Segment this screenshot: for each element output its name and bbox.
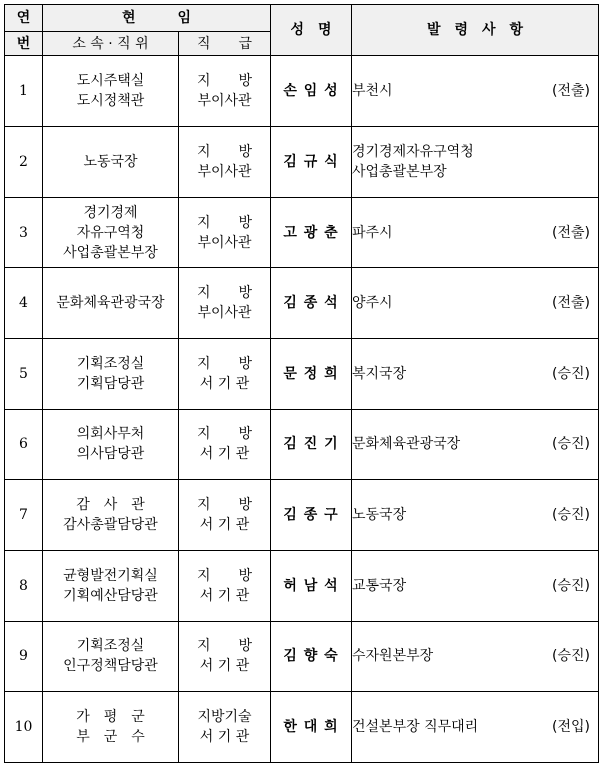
table-row	[5, 550, 599, 621]
dept-position-cell	[43, 197, 179, 268]
appointment-cell	[352, 409, 599, 480]
appointment-note: (전출)	[552, 224, 590, 241]
appointment-cell	[352, 268, 599, 339]
appointment-cell	[352, 550, 599, 621]
appointment-line: 사업총괄본부장	[352, 163, 447, 180]
appointment-cell	[352, 197, 599, 268]
appointment-line: 파주시	[352, 224, 393, 241]
table-row	[5, 480, 599, 551]
dept-position-cell	[43, 621, 179, 692]
appointment-note: (승진)	[552, 436, 590, 453]
person-name: 김 진 기	[271, 409, 352, 480]
appointment-note: (승진)	[552, 577, 590, 594]
dept-position-cell	[43, 56, 179, 127]
dept-position-cell	[43, 268, 179, 339]
appointment-line: 문화체육관광국장	[352, 436, 461, 453]
rank-line: 지 방	[196, 214, 253, 231]
appointment-line: 복지국장	[352, 365, 407, 382]
rank-line: 서 기 관	[199, 729, 250, 746]
row-number: 3	[5, 197, 43, 268]
row-number: 8	[5, 550, 43, 621]
rank-line: 서 기 관	[199, 658, 250, 675]
rank-cell	[179, 550, 271, 621]
dept-line: 부 군 수	[76, 729, 145, 746]
dept-position-cell	[43, 127, 179, 198]
row-number: 9	[5, 621, 43, 692]
rank-line: 지방기술	[197, 709, 252, 726]
table-row	[5, 197, 599, 268]
rank-line: 지 방	[196, 638, 253, 655]
rank-line: 서 기 관	[199, 517, 250, 534]
header-appointment: 발 령 사 항	[352, 5, 599, 56]
table-row	[5, 127, 599, 198]
person-name: 허 남 석	[271, 550, 352, 621]
rank-line: 부이사관	[197, 93, 252, 110]
rank-cell	[179, 268, 271, 339]
appointment-line: 경기경제자유구역청	[352, 143, 474, 160]
rank-cell	[179, 127, 271, 198]
rank-cell	[179, 621, 271, 692]
rank-line: 서 기 관	[199, 375, 250, 392]
dept-line: 자유구역청	[76, 224, 145, 241]
dept-line: 감사총괄담당관	[63, 517, 158, 534]
appointment-line: 노동국장	[352, 507, 407, 524]
personnel-table	[4, 4, 599, 763]
appointment-cell	[352, 692, 599, 763]
person-name: 김 규 식	[271, 127, 352, 198]
header-row-top	[5, 5, 599, 32]
dept-line: 문화체육관광국장	[56, 295, 165, 312]
header-name: 성 명	[271, 5, 352, 56]
rank-line: 지 방	[196, 355, 253, 372]
appointment-note: (승진)	[552, 648, 590, 665]
dept-line: 기획예산담당관	[63, 587, 158, 604]
dept-line: 균형발전기획실	[63, 567, 158, 584]
appointment-cell	[352, 127, 599, 198]
appointment-note: (전출)	[552, 295, 590, 312]
person-name: 김 종 석	[271, 268, 352, 339]
appointment-cell	[352, 339, 599, 410]
person-name: 한 대 희	[271, 692, 352, 763]
table-row	[5, 409, 599, 480]
dept-line: 의회사무처	[76, 426, 145, 443]
rank-line: 지 방	[196, 426, 253, 443]
table-row	[5, 339, 599, 410]
row-number: 2	[5, 127, 43, 198]
dept-position-cell	[43, 409, 179, 480]
person-name: 김 향 숙	[271, 621, 352, 692]
appointment-line: 건설본부장 직무대리	[352, 719, 479, 736]
person-name: 김 종 구	[271, 480, 352, 551]
appointment-note: (전입)	[552, 719, 590, 736]
rank-line: 지 방	[196, 73, 253, 90]
table-row	[5, 621, 599, 692]
dept-line: 도시주택실	[76, 73, 145, 90]
appointment-note: (승진)	[552, 507, 590, 524]
header-no-bottom: 번	[5, 32, 43, 56]
dept-position-cell	[43, 480, 179, 551]
dept-position-cell	[43, 339, 179, 410]
appointment-cell	[352, 56, 599, 127]
dept-line: 기획조정실	[76, 638, 145, 655]
rank-cell	[179, 480, 271, 551]
dept-line: 가 평 군	[76, 709, 145, 726]
rank-line: 서 기 관	[199, 446, 250, 463]
row-number: 4	[5, 268, 43, 339]
dept-line: 인구정책담당관	[63, 658, 158, 675]
rank-cell	[179, 339, 271, 410]
rank-line: 서 기 관	[199, 587, 250, 604]
header-rank: 직 급	[179, 32, 271, 56]
dept-position-cell	[43, 692, 179, 763]
appointment-line: 교통국장	[352, 577, 407, 594]
row-number: 1	[5, 56, 43, 127]
dept-line: 기획담당관	[76, 375, 145, 392]
dept-line: 의사담당관	[76, 446, 145, 463]
row-number: 6	[5, 409, 43, 480]
appointment-cell	[352, 621, 599, 692]
rank-cell	[179, 692, 271, 763]
appointment-note: (승진)	[552, 365, 590, 382]
rank-line: 지 방	[196, 567, 253, 584]
table-row	[5, 56, 599, 127]
person-name: 고 광 춘	[271, 197, 352, 268]
rank-line: 지 방	[196, 497, 253, 514]
dept-position-cell	[43, 550, 179, 621]
header-dept-position: 소 속 · 직 위	[43, 32, 179, 56]
rank-cell	[179, 56, 271, 127]
dept-line: 감 사 관	[76, 497, 145, 514]
table-row	[5, 268, 599, 339]
person-name: 문 정 희	[271, 339, 352, 410]
header-current: 현 임	[43, 5, 271, 32]
rank-line: 지 방	[196, 143, 253, 160]
dept-line: 경기경제	[83, 204, 138, 221]
appointment-line: 양주시	[352, 295, 393, 312]
rank-line: 부이사관	[197, 163, 252, 180]
dept-line: 기획조정실	[76, 355, 145, 372]
appointment-line: 부천시	[352, 83, 393, 100]
rank-cell	[179, 409, 271, 480]
row-number: 5	[5, 339, 43, 410]
row-number: 10	[5, 692, 43, 763]
appointment-note: (전출)	[552, 83, 590, 100]
rank-cell	[179, 197, 271, 268]
dept-line: 노동국장	[83, 153, 138, 170]
rank-line: 부이사관	[197, 234, 252, 251]
rank-line: 부이사관	[197, 305, 252, 322]
row-number: 7	[5, 480, 43, 551]
header-no-top: 연	[5, 5, 43, 32]
dept-line: 사업총괄본부장	[63, 244, 158, 261]
dept-line: 도시정책관	[76, 93, 145, 110]
person-name: 손 임 성	[271, 56, 352, 127]
appointment-line: 수자원본부장	[352, 648, 434, 665]
table-row	[5, 692, 599, 763]
appointment-cell	[352, 480, 599, 551]
rank-line: 지 방	[196, 285, 253, 302]
